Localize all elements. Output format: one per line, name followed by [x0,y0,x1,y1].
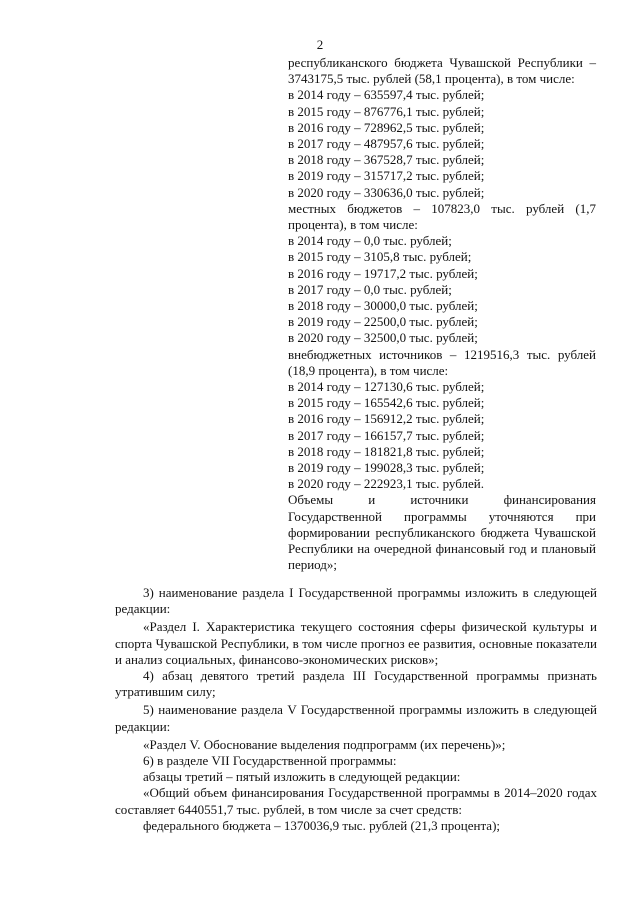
local-year-line: в 2017 году – 0,0 тыс. рублей; [288,281,452,297]
amendments-body [115,585,597,834]
closing-paragraph: Объемы и источники финансирования Государственной программы уточняются при формировании республиканского бюджета Чувашской Республики на очередной финансовый год и плановый период»; [288,492,596,573]
amendment-paragraph: 6) в разделе VII Государственной программы: [143,753,397,769]
amendment-paragraph: «Раздел V. Обоснование выделения подпрограмм (их перечень)»; [143,736,506,752]
extrabudgetary-year-line: в 2018 году – 181821,8 тыс. рублей; [288,443,485,459]
amendment-paragraph: 3) наименование раздела I Государственной программы изложить в следующей редакции: [115,585,597,617]
page-number: 2 [316,37,324,52]
extrabudgetary-intro: внебюджетных источников – 1219516,3 тыс. рублей (18,9 процента), в том числе: [288,346,596,378]
local-year-line: в 2016 году – 19717,2 тыс. рублей; [288,265,478,281]
republican-year-line: в 2015 году – 876776,1 тыс. рублей; [288,103,485,119]
republican-year-line: в 2014 году – 635597,4 тыс. рублей; [288,87,485,103]
republican-year-line: в 2018 году – 367528,7 тыс. рублей; [288,152,485,168]
republican-year-line: в 2017 году – 487957,6 тыс. рублей; [288,136,485,152]
local-year-line: в 2018 году – 30000,0 тыс. рублей; [288,298,478,314]
republican-year-line: в 2020 году – 330636,0 тыс. рублей; [288,184,485,200]
republican-year-line: в 2019 году – 315717,2 тыс. рублей; [288,168,485,184]
amendment-paragraph: 5) наименование раздела V Государственной программы изложить в следующей редакции: [115,702,597,734]
extrabudgetary-year-line: в 2017 году – 166157,7 тыс. рублей; [288,427,485,443]
local-budget-intro: местных бюджетов – 107823,0 тыс. рублей (1,7 процента), в том числе: [288,200,596,233]
republican-budget-intro: республиканского бюджета Чувашской Республики – 3743175,5 тыс. рублей (58,1 процента), в том числе: [288,55,596,87]
amendment-paragraph: 4) абзац девятого третий раздела III Государственной программы признать утратившим силу; [115,668,597,700]
local-year-line: в 2020 году – 32500,0 тыс. рублей; [288,330,478,346]
local-year-line: в 2019 году – 22500,0 тыс. рублей; [288,314,478,330]
amendment-paragraph: федерального бюджета – 1370036,9 тыс. рублей (21,3 процента); [143,817,501,833]
financing-block [288,55,596,574]
extrabudgetary-year-line: в 2019 году – 199028,3 тыс. рублей; [288,460,485,476]
extrabudgetary-year-line: в 2020 году – 222923,1 тыс. рублей. [288,476,484,492]
amendment-paragraph: «Общий объем финансирования Государственной программы в 2014–2020 годах составляет 6440551,7 тыс. рублей, в том числе за счет средств: [115,785,597,817]
amendment-paragraph: абзацы третий – пятый изложить в следующей редакции: [143,769,461,785]
local-year-line: в 2015 году – 3105,8 тыс. рублей; [288,249,472,265]
extrabudgetary-year-line: в 2014 году – 127130,6 тыс. рублей; [288,379,485,395]
extrabudgetary-year-line: в 2015 году – 165542,6 тыс. рублей; [288,395,485,411]
republican-year-line: в 2016 году – 728962,5 тыс. рублей; [288,119,485,135]
extrabudgetary-year-line: в 2016 году – 156912,2 тыс. рублей; [288,411,485,427]
local-year-line: в 2014 году – 0,0 тыс. рублей; [288,233,452,249]
amendment-paragraph: «Раздел I. Характеристика текущего состояния сферы физической культуры и спорта Чувашской Республики, в том числе прогноз ее развития, основные показатели и анализ социальных, финансово-экономических рисков»; [115,619,597,667]
